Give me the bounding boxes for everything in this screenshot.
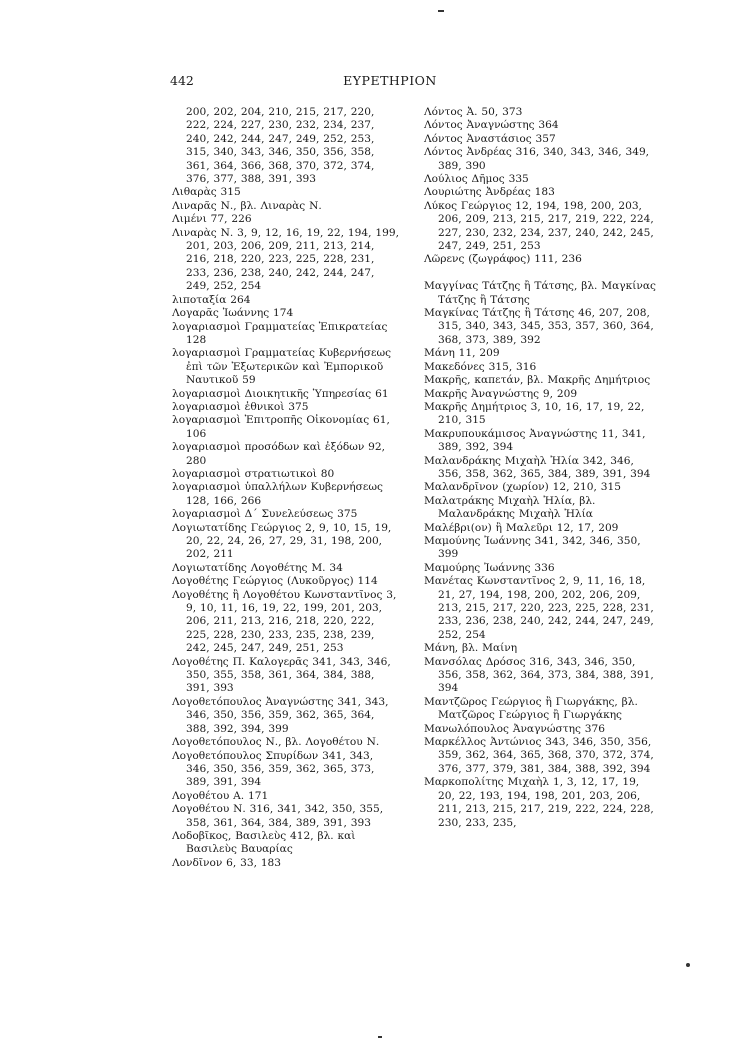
index-entry: Μάνη 11, 209 (424, 347, 500, 360)
index-entry: Μαμούνης Ἰωάννης 341, 342, 346, 350, 399 (424, 534, 641, 561)
index-entry: Λοδοβῖκος, Βασιλεὺς 412, βλ. καὶ Βασιλεὺς Βαυαρίας (172, 829, 356, 856)
index-entry: Λογιωτατίδης Λογοθέτης Μ. 34 (172, 561, 343, 574)
index-entry: Μακρῆς, καπετάν, βλ. Μακρῆς Δημήτριος (424, 374, 651, 387)
index-entry: Μακρῆς Ἀναγνώστης 9, 209 (424, 387, 578, 400)
index-entry: 222, 224, 227, 230, 232, 234, 237, (186, 119, 375, 132)
index-entry: Λόντος Ἀναστάσιος 357 (424, 132, 556, 145)
index-entry: λογαριασμοὶ Γραμματείας Κυβερνήσεως ἐπὶ τῶν Ἐξωτερικῶν καὶ Ἐμπορικοῦ Ναυτικοῦ 59 (172, 347, 392, 387)
index-entry: Μάνη, βλ. Μαίνη (424, 642, 518, 655)
index-entry: Μακεδόνες 315, 316 (424, 360, 537, 373)
index-entry: Μαλατράκης Μιχαὴλ Ἠλία, βλ. Μαλανδράκης Μιχαὴλ Ἠλία (424, 494, 596, 521)
index-entry: Λογοθέτης Γεώργιος (Λυκοῦργος) 114 (172, 575, 378, 588)
index-entry: Λῶρενς (ζωγράφος) 111, 236 (424, 253, 582, 266)
index-entry: Μανέτας Κωνσταντῖνος 2, 9, 11, 16, 18, 21, 27, 194, 198, 200, 202, 206, 209, 213, 215, 217, 220, 223, 225, 228, 231, 233, 236, 238, 240, 242, 244, 247, 249, 252, 254 (424, 575, 654, 641)
index-entry: Λιμένι 77, 226 (172, 213, 252, 226)
index-entry: Λονδῖνον 6, 33, 183 (172, 856, 282, 869)
index-entry: Λύκος Γεώργιος 12, 194, 198, 200, 203, 206, 209, 213, 215, 217, 219, 222, 224, 227, 230, 232, 234, 237, 240, 242, 245, 247, 249, 251, 253 (424, 199, 654, 253)
index-entry: Μαρκέλλος Ἀντώνιος 343, 346, 350, 356, 359, 362, 364, 365, 368, 370, 372, 374, 376, 377, 379, 381, 384, 388, 392, 394 (424, 736, 654, 775)
print-mark (686, 963, 690, 967)
index-entry: Λογοθετόπουλος Ν., βλ. Λογοθέτου Ν. (172, 736, 380, 749)
index-entry: Λόντος Ἀναγνώστης 364 (424, 119, 559, 132)
running-title: ΕΥΡΕΤΗΡΙΟΝ (343, 73, 437, 88)
index-entry: λιποταξία 264 (172, 293, 251, 306)
index-entry: 361, 364, 366, 368, 370, 372, 374, (186, 159, 375, 172)
index-entry: 376, 377, 388, 391, 393 (186, 173, 317, 186)
index-entry: λογαριασμοὶ προσόδων καὶ ἐξόδων 92, 280 (172, 441, 385, 467)
index-entry: λογαριασμοὶ Διοικητικῆς Ὑπηρεσίας 61 (172, 387, 389, 400)
index-entry: Λογοθετόπουλος Ἀναγνώστης 341, 343, 346, 350, 356, 359, 362, 365, 364, 388, 392, 394, 399 (172, 695, 389, 735)
index-column-right (424, 106, 656, 830)
index-entry: Μαγκίνας Τάτζης ἢ Τάτσης 46, 207, 208, 315, 340, 343, 345, 353, 357, 360, 364, 368, 373, 389, 392 (424, 307, 654, 346)
index-entry: Μακρῆς Δημήτριος 3, 10, 16, 17, 19, 22, 210, 315 (424, 400, 645, 427)
page-number: 442 (170, 73, 194, 88)
index-entry: Μαλανδράκης Μιχαὴλ Ἠλία 342, 346, 356, 358, 362, 365, 384, 389, 391, 394 (424, 454, 651, 480)
index-entry: Λούλιος Δῆμος 335 (424, 173, 529, 186)
index-entry: Λόντος Ἀ. 50, 373 (424, 106, 523, 118)
index-entry: λογαριασμοὶ ὑπαλλήλων Κυβερνήσεως 128, 166, 266 (172, 481, 383, 507)
index-entry: 200, 202, 204, 210, 215, 217, 220, (186, 106, 375, 118)
index-entry: Λογοθέτης Π. Καλογερᾶς 341, 343, 346, 350, 355, 358, 361, 364, 384, 388, 391, 393 (172, 655, 391, 695)
index-entry: Λογοθέτου Α. 171 (172, 789, 269, 802)
index-entry: Μαρκοπολίτης Μιχαὴλ 1, 3, 12, 17, 19, 20, 22, 193, 194, 198, 201, 203, 206, 211, 213, 215, 217, 219, 222, 224, 228, 230, 233, 235, (424, 776, 654, 829)
index-entry: Μανσόλας Δρόσος 316, 343, 346, 350, 356, 358, 362, 364, 373, 384, 388, 391, 394 (424, 655, 654, 695)
index-entry: Λόντος Ἀνδρέας 316, 340, 343, 346, 349, 389, 390 (424, 146, 650, 172)
index-entry: Μαντζῶρος Γεώργιος ἢ Γιωργάκης, βλ. Ματζῶρος Γεώργιος ἢ Γιωργάκης (424, 695, 638, 722)
index-entry: λογαριασμοὶ Δ΄ Συνελεύσεως 375 (172, 508, 358, 521)
index-entry: Λουριώτης Ἀνδρέας 183 (424, 186, 555, 199)
index-entry: Μαλέβρι(ον) ἢ Μαλεῦρι 12, 17, 209 (424, 521, 619, 534)
page-header (170, 73, 610, 91)
index-entry: Λογοθετόπουλος Σπυρίδων 341, 343, 346, 350, 356, 359, 362, 365, 373, 389, 391, 394 (172, 749, 375, 789)
print-mark (438, 10, 444, 12)
index-entry: λογαριασμοὶ ἐθνικοὶ 375 (172, 400, 309, 413)
index-entry: λογαριασμοὶ Ἐπιτροπῆς Οἰκονομίας 61, 106 (172, 414, 390, 440)
print-mark (378, 1036, 382, 1038)
index-entry: Μαλανδρῖνον (χωρίον) 12, 210, 315 (424, 481, 621, 494)
section-gap (424, 267, 656, 280)
index-entry: Λογιωτατίδης Γεώργιος 2, 9, 10, 15, 19, 20, 22, 24, 26, 27, 29, 31, 198, 200, 202, 211 (172, 521, 392, 561)
index-column-left (172, 106, 400, 870)
index-entry: Μανωλόπουλος Ἀναγνώστης 376 (424, 722, 605, 735)
index-entry: 315, 340, 343, 346, 350, 356, 358, (186, 146, 375, 159)
index-entry: λογαριασμοὶ στρατιωτικοὶ 80 (172, 467, 335, 480)
index-entry: Μαγγίνας Τάτζης ἢ Τάτσης, βλ. Μαγκίνας Τάτζης ἢ Τάτσης (424, 280, 656, 306)
index-entry: Λιναρὰς Ν. 3, 9, 12, 16, 19, 22, 194, 199, 201, 203, 206, 209, 211, 213, 214, 216, 218, 220, 223, 225, 228, 231, 233, 236, 238, 240, 242, 244, 247, 249, 252, 254 (172, 226, 399, 293)
index-entry: Μακρυπουκάμισος Ἀναγνώστης 11, 341, 389, 392, 394 (424, 427, 646, 454)
index-entry: Μαμούρης Ἰωάννης 336 (424, 561, 555, 574)
index-entry: Λογοθέτου Ν. 316, 341, 342, 350, 355, 358, 361, 364, 384, 389, 391, 393 (172, 803, 384, 829)
index-entry: Λογαρᾶς Ἰωάννης 174 (172, 307, 294, 320)
index-entry: 240, 242, 244, 247, 249, 252, 253, (186, 132, 375, 145)
index-entry: Λιθαρὰς 315 (172, 186, 241, 199)
index-entry: Λιναρᾶς Ν., βλ. Λιναρὰς Ν. (172, 199, 322, 212)
index-entry: λογαριασμοὶ Γραμματείας Ἐπικρατείας 128 (172, 320, 388, 346)
index-entry: Λογοθέτης ἢ Λογοθέτου Κωνσταντῖνος 3, 9, 10, 11, 16, 19, 22, 199, 201, 203, 206, 211, 213, 216, 218, 220, 222, 225, 228, 230, 233, 235, 238, 239, 242, 245, 247, 249, 251, 253 (172, 588, 397, 655)
